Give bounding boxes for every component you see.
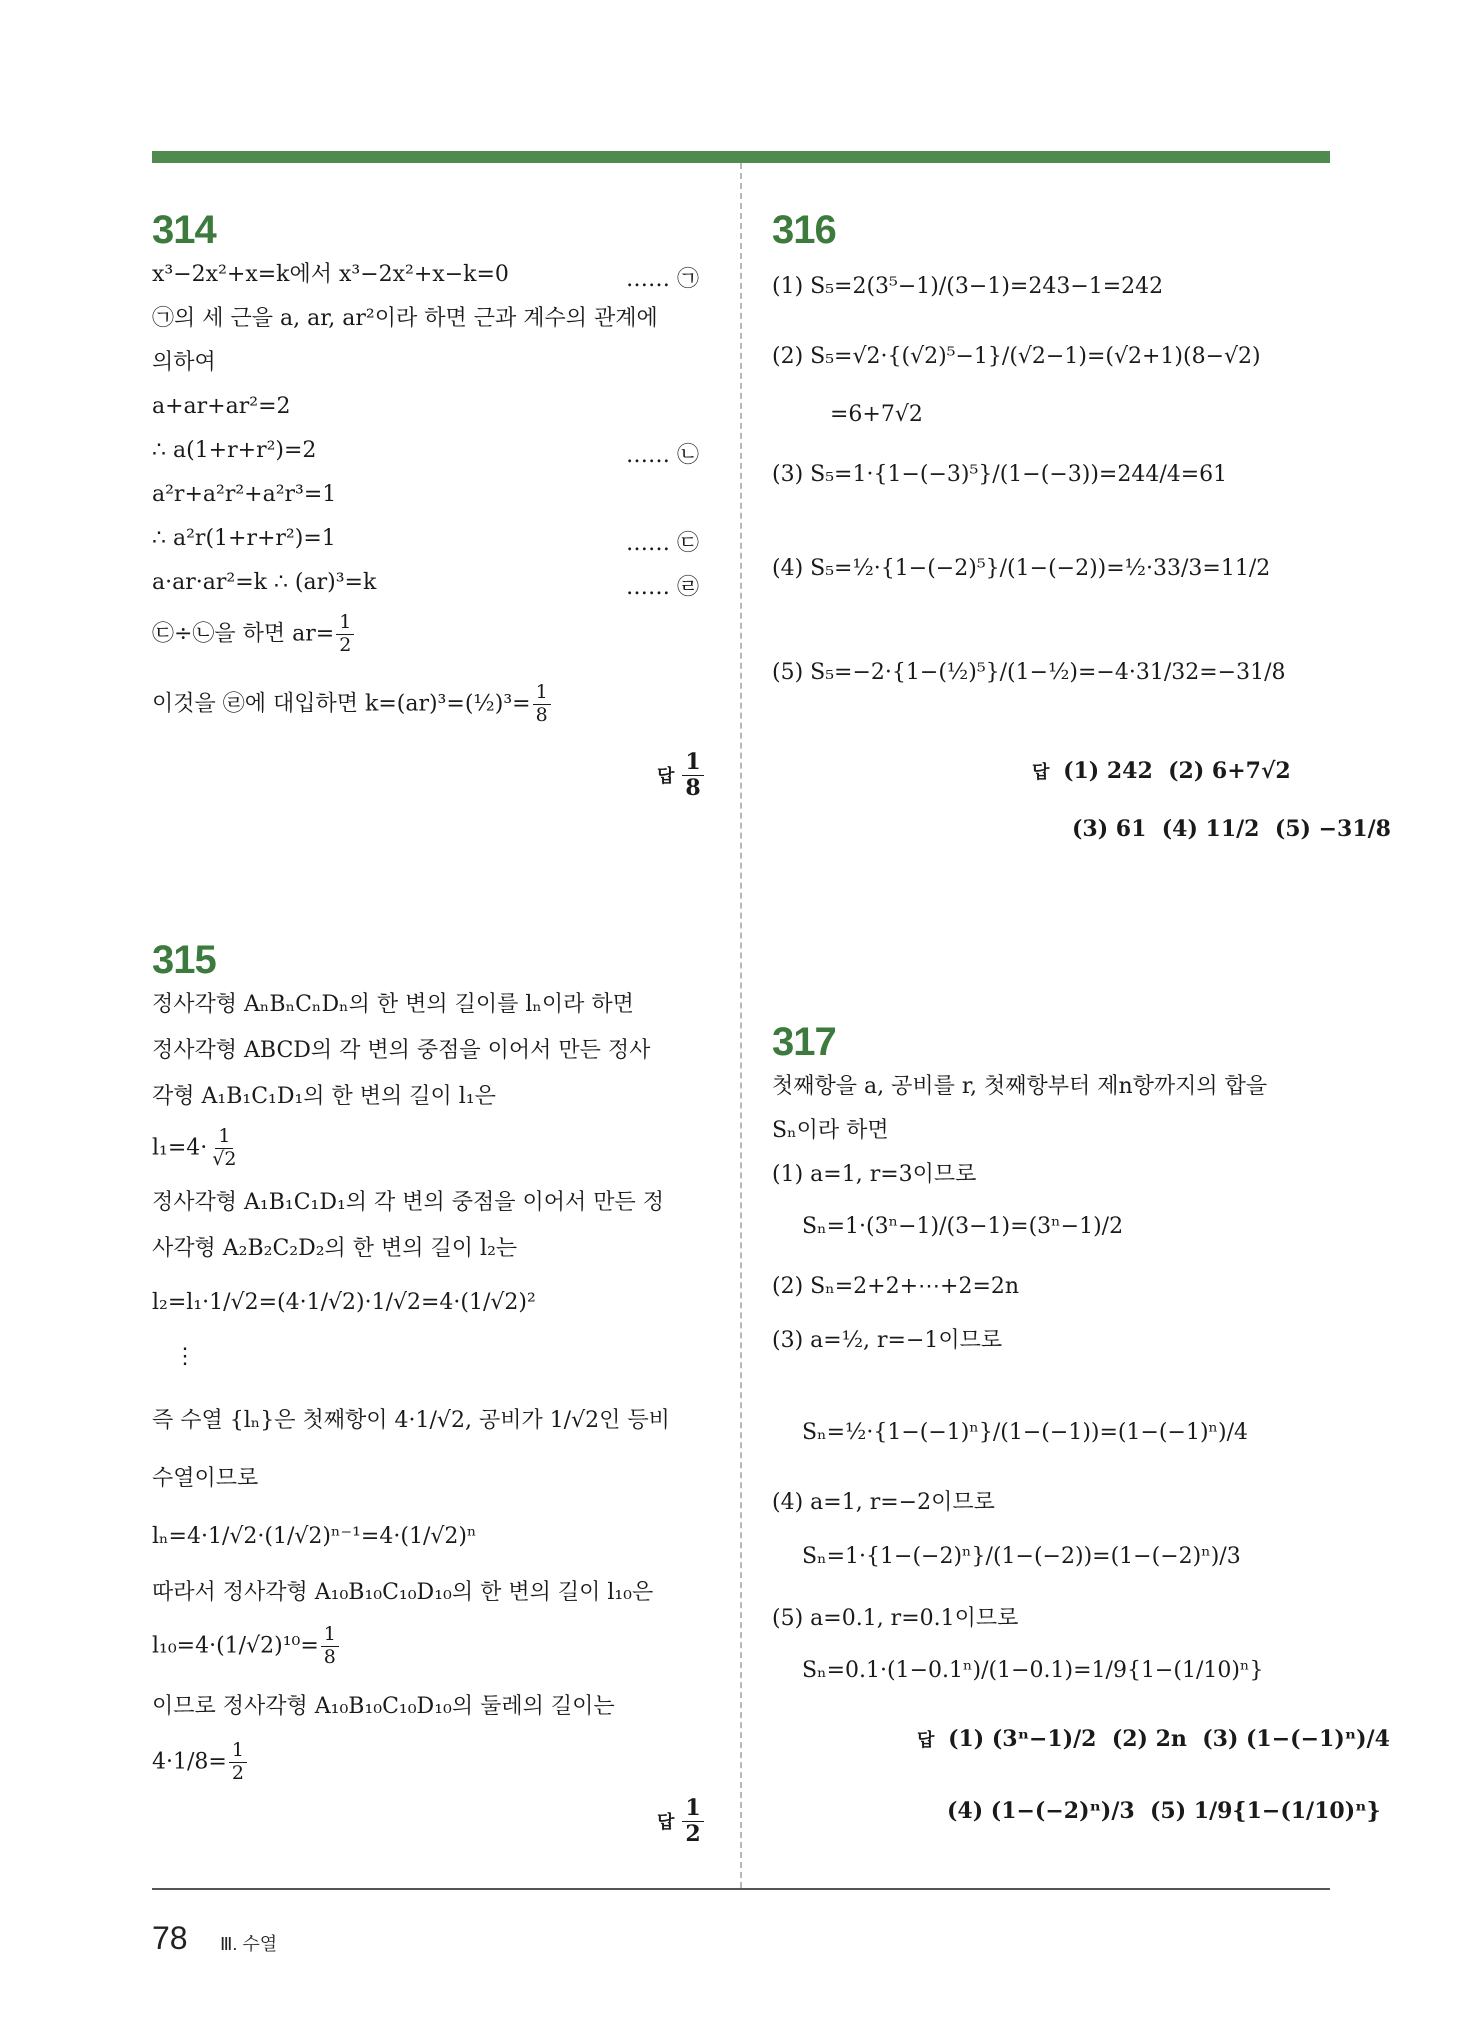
answer-item: (1) 242 [1063, 758, 1153, 784]
solution-line: 즉 수열 {lₙ}은 첫째항이 4·1/√2, 공비가 1/√2인 등비 [152, 1408, 670, 1433]
solution-line: (4) a=1, r=−2이므로 [772, 1490, 995, 1515]
answer-label: 답 [917, 1730, 935, 1750]
solution-line: (3) a=½, r=−1이므로 [772, 1328, 1003, 1353]
problem-number: 315 [152, 938, 216, 982]
solution-line: (5) a=0.1, r=0.1이므로 [772, 1606, 1019, 1631]
solution-line: (2) Sₙ=2+2+⋯+2=2n [772, 1274, 1020, 1299]
solution-line: ⋮ [174, 1344, 196, 1369]
solution-line: ㉠의 세 근을 a, ar, ar²이라 하면 근과 계수의 관계에 [152, 306, 658, 331]
denominator: √2 [212, 1147, 237, 1170]
answer [917, 1726, 1390, 1752]
denominator: 8 [535, 703, 548, 726]
solution-line: 정사각형 ABCD의 각 변의 중점을 이어서 만든 정사 [152, 1038, 651, 1063]
solution-line: =6+7√2 [830, 402, 923, 427]
solution-line [152, 1126, 241, 1171]
answer-item: (3) (1−(−1)ⁿ)/4 [1202, 1726, 1390, 1752]
numerator: 1 [533, 682, 551, 705]
solution-line: Sₙ=1·(3ⁿ−1)/(3−1)=(3ⁿ−1)/2 [802, 1214, 1124, 1239]
solution-line: 정사각형 A₁B₁C₁D₁의 각 변의 중점을 이어서 만든 정 [152, 1190, 665, 1215]
answer-label: 답 [657, 765, 675, 786]
solution-line: a²r+a²r²+a²r³=1 [152, 482, 337, 507]
solution-line [152, 1740, 249, 1785]
answer-item: (1) (3ⁿ−1)/2 [948, 1726, 1097, 1752]
chapter-title: Ⅲ. 수열 [220, 1934, 278, 1954]
line-text: ㉢÷㉡을 하면 ar= [152, 621, 335, 647]
solution-line: (2) S₅=√2·{(√2)⁵−1}/(√2−1)=(√2+1)(8−√2) [772, 344, 1261, 369]
solution-line: (4) S₅=½·{1−(−2)⁵}/(1−(−2))=½·33/3=11/2 [772, 556, 1271, 581]
fraction [336, 612, 354, 657]
solution-line: 사각형 A₂B₂C₂D₂의 한 변의 길이 l₂는 [152, 1236, 518, 1261]
answer-fraction [682, 750, 703, 802]
footer-rule [152, 1888, 1330, 1890]
line-text: 4·1/8= [152, 1749, 227, 1775]
problem-number: 317 [772, 1020, 836, 1064]
numerator: 1 [682, 750, 703, 776]
solution-line: 첫째항을 a, 공비를 r, 첫째항부터 제n항까지의 합을 [772, 1074, 1268, 1099]
solution-line: (3) S₅=1·{1−(−3)⁵}/(1−(−3))=244/4=61 [772, 462, 1228, 487]
problem-number: 314 [152, 208, 216, 252]
solution-line: 따라서 정사각형 A₁₀B₁₀C₁₀D₁₀의 한 변의 길이 l₁₀은 [152, 1580, 654, 1605]
solution-line: (1) a=1, r=3이므로 [772, 1162, 977, 1187]
denominator: 2 [339, 633, 352, 656]
solution-line: Sₙ이라 하면 [772, 1118, 889, 1143]
solution-line [152, 1624, 341, 1669]
solution-line: x³−2x²+x=k에서 x³−2x²+x−k=0 [152, 262, 509, 287]
line-text: l₁=4· [152, 1135, 208, 1161]
fraction [321, 1624, 339, 1669]
problem-315 [152, 938, 722, 1848]
answer-item: (4) (1−(−2)ⁿ)/3 [947, 1798, 1135, 1824]
answer-item: (4) 11/2 [1161, 816, 1260, 842]
equation-label: …… ㉡ [626, 443, 699, 468]
solution-line: l₂=l₁·1/√2=(4·1/√2)·1/√2=4·(1/√2)² [152, 1290, 536, 1315]
solution-line: a+ar+ar²=2 [152, 394, 291, 419]
solution-line [152, 682, 553, 727]
column-divider [740, 163, 742, 1888]
solution-line [152, 612, 356, 657]
numerator: 1 [215, 1126, 233, 1149]
problem-316 [772, 208, 1391, 870]
answer-item: (2) 6+7√2 [1168, 758, 1291, 784]
answer [657, 1796, 706, 1848]
solution-line: Sₙ=½·{1−(−1)ⁿ}/(1−(−1))=(1−(−1)ⁿ)/4 [802, 1420, 1249, 1445]
solution-line: lₙ=4·1/√2·(1/√2)ⁿ⁻¹=4·(1/√2)ⁿ [152, 1524, 477, 1549]
answer [1072, 816, 1391, 842]
denominator: 2 [685, 1821, 701, 1848]
answer-item: (2) 2n [1111, 1726, 1187, 1752]
fraction [229, 1740, 247, 1785]
answer [947, 1798, 1381, 1824]
denominator: 8 [323, 1645, 336, 1668]
line-text: 이것을 ㉣에 대입하면 k=(ar)³= [152, 691, 465, 717]
solution-line: ∴ a²r(1+r+r²)=1 [152, 526, 336, 551]
fraction [533, 682, 551, 727]
solution-line: 각형 A₁B₁C₁D₁의 한 변의 길이 l₁은 [152, 1084, 496, 1109]
equation-label: …… ㉢ [626, 531, 699, 556]
equation-label: …… ㉣ [626, 575, 699, 600]
solution-line: (5) S₅=−2·{1−(½)⁵}/(1−½)=−4·31/32=−31/8 [772, 660, 1286, 685]
numerator: 1 [682, 1796, 703, 1822]
solution-line: 정사각형 AₙBₙCₙDₙ의 한 변의 길이를 lₙ이라 하면 [152, 992, 634, 1017]
solution-line: Sₙ=0.1·(1−0.1ⁿ)/(1−0.1)=1/9{1−(1/10)ⁿ} [802, 1658, 1264, 1683]
solution-line: Sₙ=1·{1−(−2)ⁿ}/(1−(−2))=(1−(−2)ⁿ)/3 [802, 1544, 1241, 1569]
fraction [209, 1126, 239, 1171]
denominator: 8 [685, 775, 701, 802]
solution-line: a·ar·ar²=k ∴ (ar)³=k [152, 570, 377, 595]
problem-314 [152, 210, 712, 810]
answer-label: 답 [1032, 762, 1050, 782]
answer-item: (5) −31/8 [1274, 816, 1391, 842]
answer-label: 답 [657, 1811, 675, 1832]
problem-317 [772, 1020, 1390, 1882]
line-text: l₁₀=4·(1/√2)¹⁰= [152, 1633, 319, 1659]
top-accent-bar [152, 151, 1330, 163]
answer [657, 750, 706, 802]
solution-line: 이므로 정사각형 A₁₀B₁₀C₁₀D₁₀의 둘레의 길이는 [152, 1694, 615, 1719]
line-text: (½)³= [464, 691, 531, 717]
answer-item: (5) 1/9{1−(1/10)ⁿ} [1150, 1798, 1381, 1824]
answer-fraction [682, 1796, 703, 1848]
numerator: 1 [229, 1740, 247, 1763]
answer [1032, 758, 1291, 784]
numerator: 1 [321, 1624, 339, 1647]
solution-line: 수열이므로 [152, 1466, 259, 1491]
denominator: 2 [231, 1761, 244, 1784]
numerator: 1 [336, 612, 354, 635]
solution-line: ∴ a(1+r+r²)=2 [152, 438, 317, 463]
answer-item: (3) 61 [1072, 816, 1147, 842]
page-number: 78 [152, 1920, 188, 1956]
equation-label: …… ㉠ [626, 267, 699, 292]
problem-number: 316 [772, 208, 836, 252]
solution-line: (1) S₅=2(3⁵−1)/(3−1)=243−1=242 [772, 274, 1164, 299]
solution-line: 의하여 [152, 350, 216, 375]
